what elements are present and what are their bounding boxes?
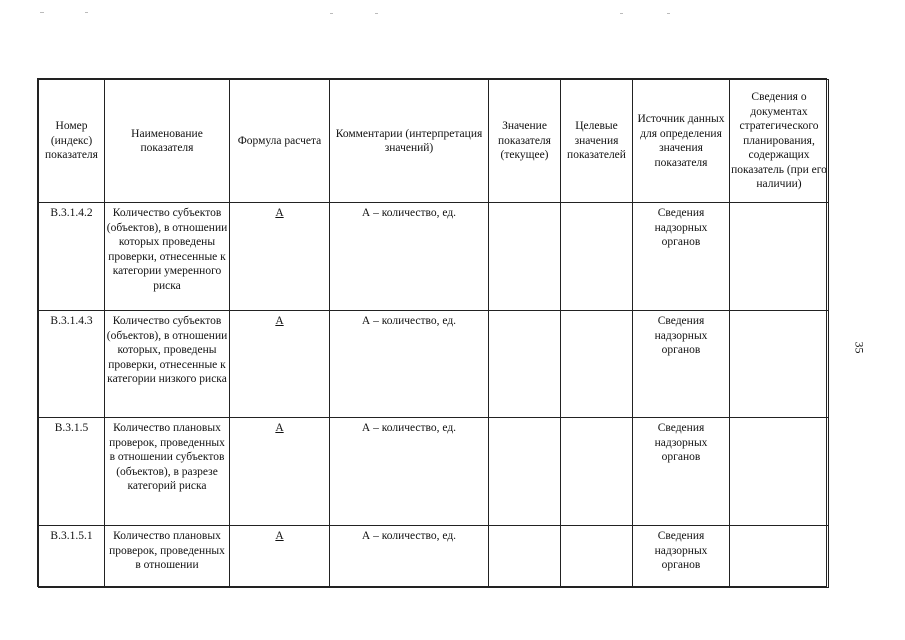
- cell-target: [561, 526, 633, 588]
- cell-formula: А: [230, 418, 330, 526]
- table-row: [39, 418, 829, 526]
- cell-current: [489, 418, 561, 526]
- cell-index: В.3.1.5.1: [39, 526, 105, 588]
- cell-source: Сведения надзорных органов: [633, 418, 730, 526]
- cell-index: В.3.1.5: [39, 418, 105, 526]
- cell-comment: А – количество, ед.: [330, 311, 489, 418]
- cell-source: Сведения надзорных органов: [633, 526, 730, 588]
- cell-target: [561, 203, 633, 311]
- header-target: Целевые значения показателей: [561, 80, 633, 203]
- cell-current: [489, 203, 561, 311]
- cell-name: Количество плановых проверок, проведенных в отношении субъектов (объектов), в разрезе категорий риска: [105, 418, 230, 526]
- cell-docs: [730, 526, 829, 588]
- cell-formula: А: [230, 526, 330, 588]
- cell-docs: [730, 311, 829, 418]
- cell-current: [489, 311, 561, 418]
- cell-formula: А: [230, 311, 330, 418]
- page-number: 35: [852, 341, 867, 354]
- cell-current: [489, 526, 561, 588]
- header-index: Номер (индекс) показателя: [39, 80, 105, 203]
- header-docs: Сведения о документах стратегического планирования, содержащих показатель (при его наличии): [730, 80, 829, 203]
- cell-formula: А: [230, 203, 330, 311]
- cell-source: Сведения надзорных органов: [633, 203, 730, 311]
- cell-comment: А – количество, ед.: [330, 418, 489, 526]
- table-row: [39, 311, 829, 418]
- table-row: [39, 526, 829, 588]
- cell-source: Сведения надзорных органов: [633, 311, 730, 418]
- cell-name: Количество субъектов (объектов), в отношении которых, проведены проверки, отнесенные к категории низкого риска: [105, 311, 230, 418]
- header-name: Наименование показателя: [105, 80, 230, 203]
- header-current: Значение показателя (текущее): [489, 80, 561, 203]
- cell-index: В.3.1.4.2: [39, 203, 105, 311]
- cell-name: Количество плановых проверок, проведенных в отношении: [105, 526, 230, 588]
- cell-index: В.3.1.4.3: [39, 311, 105, 418]
- table-row: [39, 203, 829, 311]
- indicator-table: [37, 78, 827, 587]
- cell-comment: А – количество, ед.: [330, 526, 489, 588]
- header-formula: Формула расчета: [230, 80, 330, 203]
- cell-docs: [730, 203, 829, 311]
- cell-target: [561, 311, 633, 418]
- header-row: [39, 80, 829, 203]
- cell-docs: [730, 418, 829, 526]
- header-comment: Комментарии (интерпретация значений): [330, 80, 489, 203]
- cell-comment: А – количество, ед.: [330, 203, 489, 311]
- header-source: Источник данных для определения значения показателя: [633, 80, 730, 203]
- cell-name: Количество субъектов (объектов), в отношении которых проведены проверки, отнесенные к категории умеренного риска: [105, 203, 230, 311]
- cell-target: [561, 418, 633, 526]
